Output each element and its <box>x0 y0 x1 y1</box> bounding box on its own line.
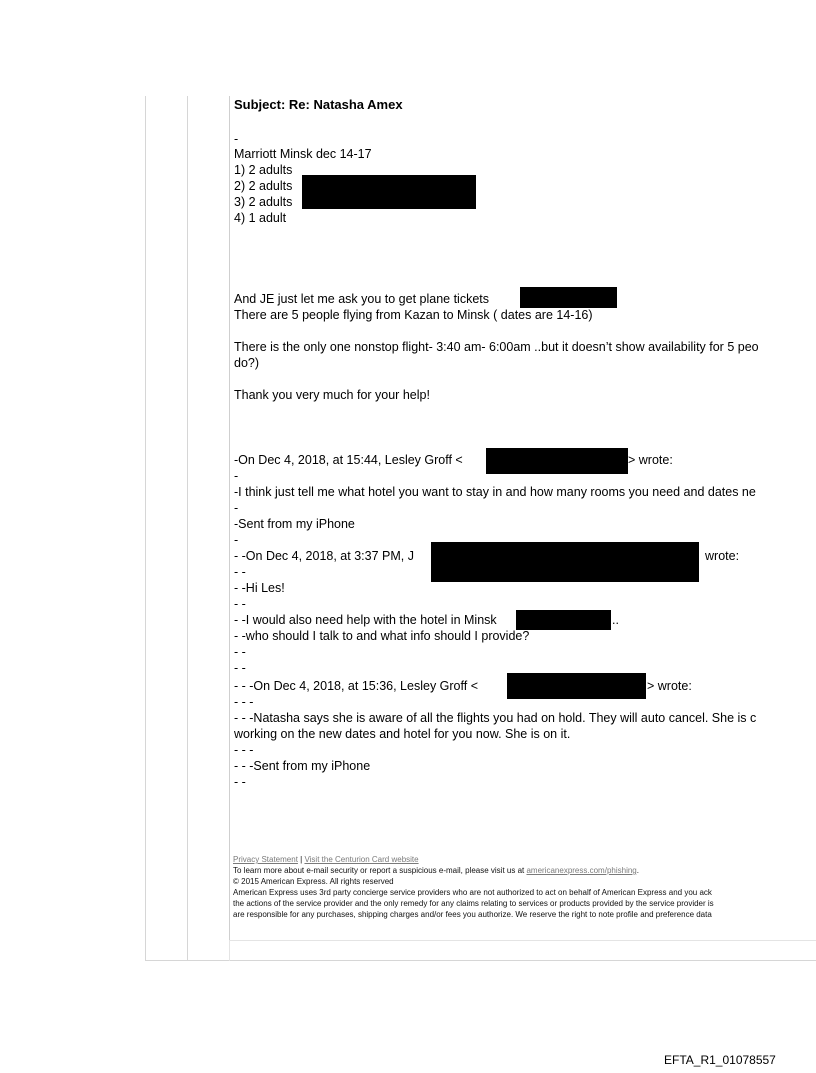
body-line: do?) <box>234 356 260 370</box>
email-subject: Subject: Re: Natasha Amex <box>234 97 403 112</box>
body-line: 3) 2 adults <box>234 195 293 209</box>
message-column-border <box>229 96 230 960</box>
body-line: - -Hi Les! <box>234 581 285 595</box>
footer-links-row <box>233 855 419 865</box>
privacy-statement-link[interactable]: Privacy Statement <box>233 855 298 864</box>
body-line-end: .. <box>612 613 619 627</box>
redaction-block <box>507 673 646 699</box>
body-line: 4) 1 adult <box>234 211 287 225</box>
quote-header-end: wrote: <box>705 549 740 563</box>
footer-box <box>229 940 816 961</box>
frame-border-inner <box>187 96 188 960</box>
document-id: EFTA_R1_01078557 <box>664 1053 776 1067</box>
body-line: 2) 2 adults <box>234 179 293 193</box>
security-text: To learn more about e-mail security or report a suspicious e-mail, please visit us at <box>233 866 527 875</box>
quote-header-end: > wrote: <box>647 679 692 693</box>
quote-header: -On Dec 4, 2018, at 15:44, Lesley Groff < <box>234 453 463 467</box>
disclaimer-line: are responsible for any purchases, shipping charges and/or fees you authorize. We reserve the right to note profile and preference data <box>233 910 712 919</box>
body-line: There are 5 people flying from Kazan to Minsk ( dates are 14-16) <box>234 308 593 322</box>
body-line: - -I would also need help with the hotel in Minsk <box>234 613 497 627</box>
copyright: © 2015 American Express. All rights reserved <box>233 877 394 886</box>
quote-header: - - -On Dec 4, 2018, at 15:36, Lesley Groff < <box>234 679 478 693</box>
body-line: - <box>234 533 239 547</box>
body-line: - - <box>234 661 246 675</box>
body-line: 1) 2 adults <box>234 163 293 177</box>
redaction-block <box>520 287 617 308</box>
disclaimer-line: the actions of the service provider and the only remedy for any claims relating to services or products provided by the service provider is <box>233 899 714 908</box>
body-line: - - <box>234 597 246 611</box>
body-line: There is the only one nonstop flight- 3:40 am- 6:00am ..but it doesn’t show availability for 5 peo <box>234 340 759 354</box>
redaction-block <box>516 610 611 630</box>
link-separator: | <box>297 855 305 864</box>
body-line: Marriott Minsk dec 14-17 <box>234 147 372 161</box>
quote-header: - -On Dec 4, 2018, at 3:37 PM, J <box>234 549 414 563</box>
body-line: - - -Natasha says she is aware of all the flights you had on hold. They will auto cancel. She is c <box>234 711 757 725</box>
body-line: working on the new dates and hotel for you now. She is on it. <box>234 727 571 741</box>
disclaimer-line: American Express uses 3rd party concierge service providers who are not authorized to act on behalf of American Express and you ack <box>233 888 712 897</box>
redaction-block <box>302 175 476 209</box>
body-line: - <box>234 132 239 146</box>
body-line: - - <box>234 565 246 579</box>
quote-header-end: > wrote: <box>628 453 673 467</box>
body-line: -I think just tell me what hotel you want to stay in and how many rooms you need and dates ne <box>234 485 756 499</box>
phishing-link[interactable]: americanexpress.com/phishing <box>526 866 637 875</box>
body-line: -Sent from my iPhone <box>234 517 355 531</box>
security-text-end: . <box>636 866 639 875</box>
redaction-block <box>486 448 628 474</box>
body-line: - - -Sent from my iPhone <box>234 759 371 773</box>
body-line: - - - <box>234 695 254 709</box>
frame-border-left <box>145 96 146 960</box>
body-line: - - <box>234 645 246 659</box>
centurion-card-link[interactable]: Visit the Centurion Card website <box>304 855 419 864</box>
body-line: Thank you very much for your help! <box>234 388 430 402</box>
redaction-block <box>431 542 699 582</box>
body-line: - <box>234 469 239 483</box>
body-line: - - <box>234 775 246 789</box>
body-line: And JE just let me ask you to get plane tickets <box>234 292 489 306</box>
body-line: - <box>234 501 239 515</box>
body-line: - -who should I talk to and what info should I provide? <box>234 629 530 643</box>
body-line: - - - <box>234 743 254 757</box>
security-notice <box>233 866 639 876</box>
